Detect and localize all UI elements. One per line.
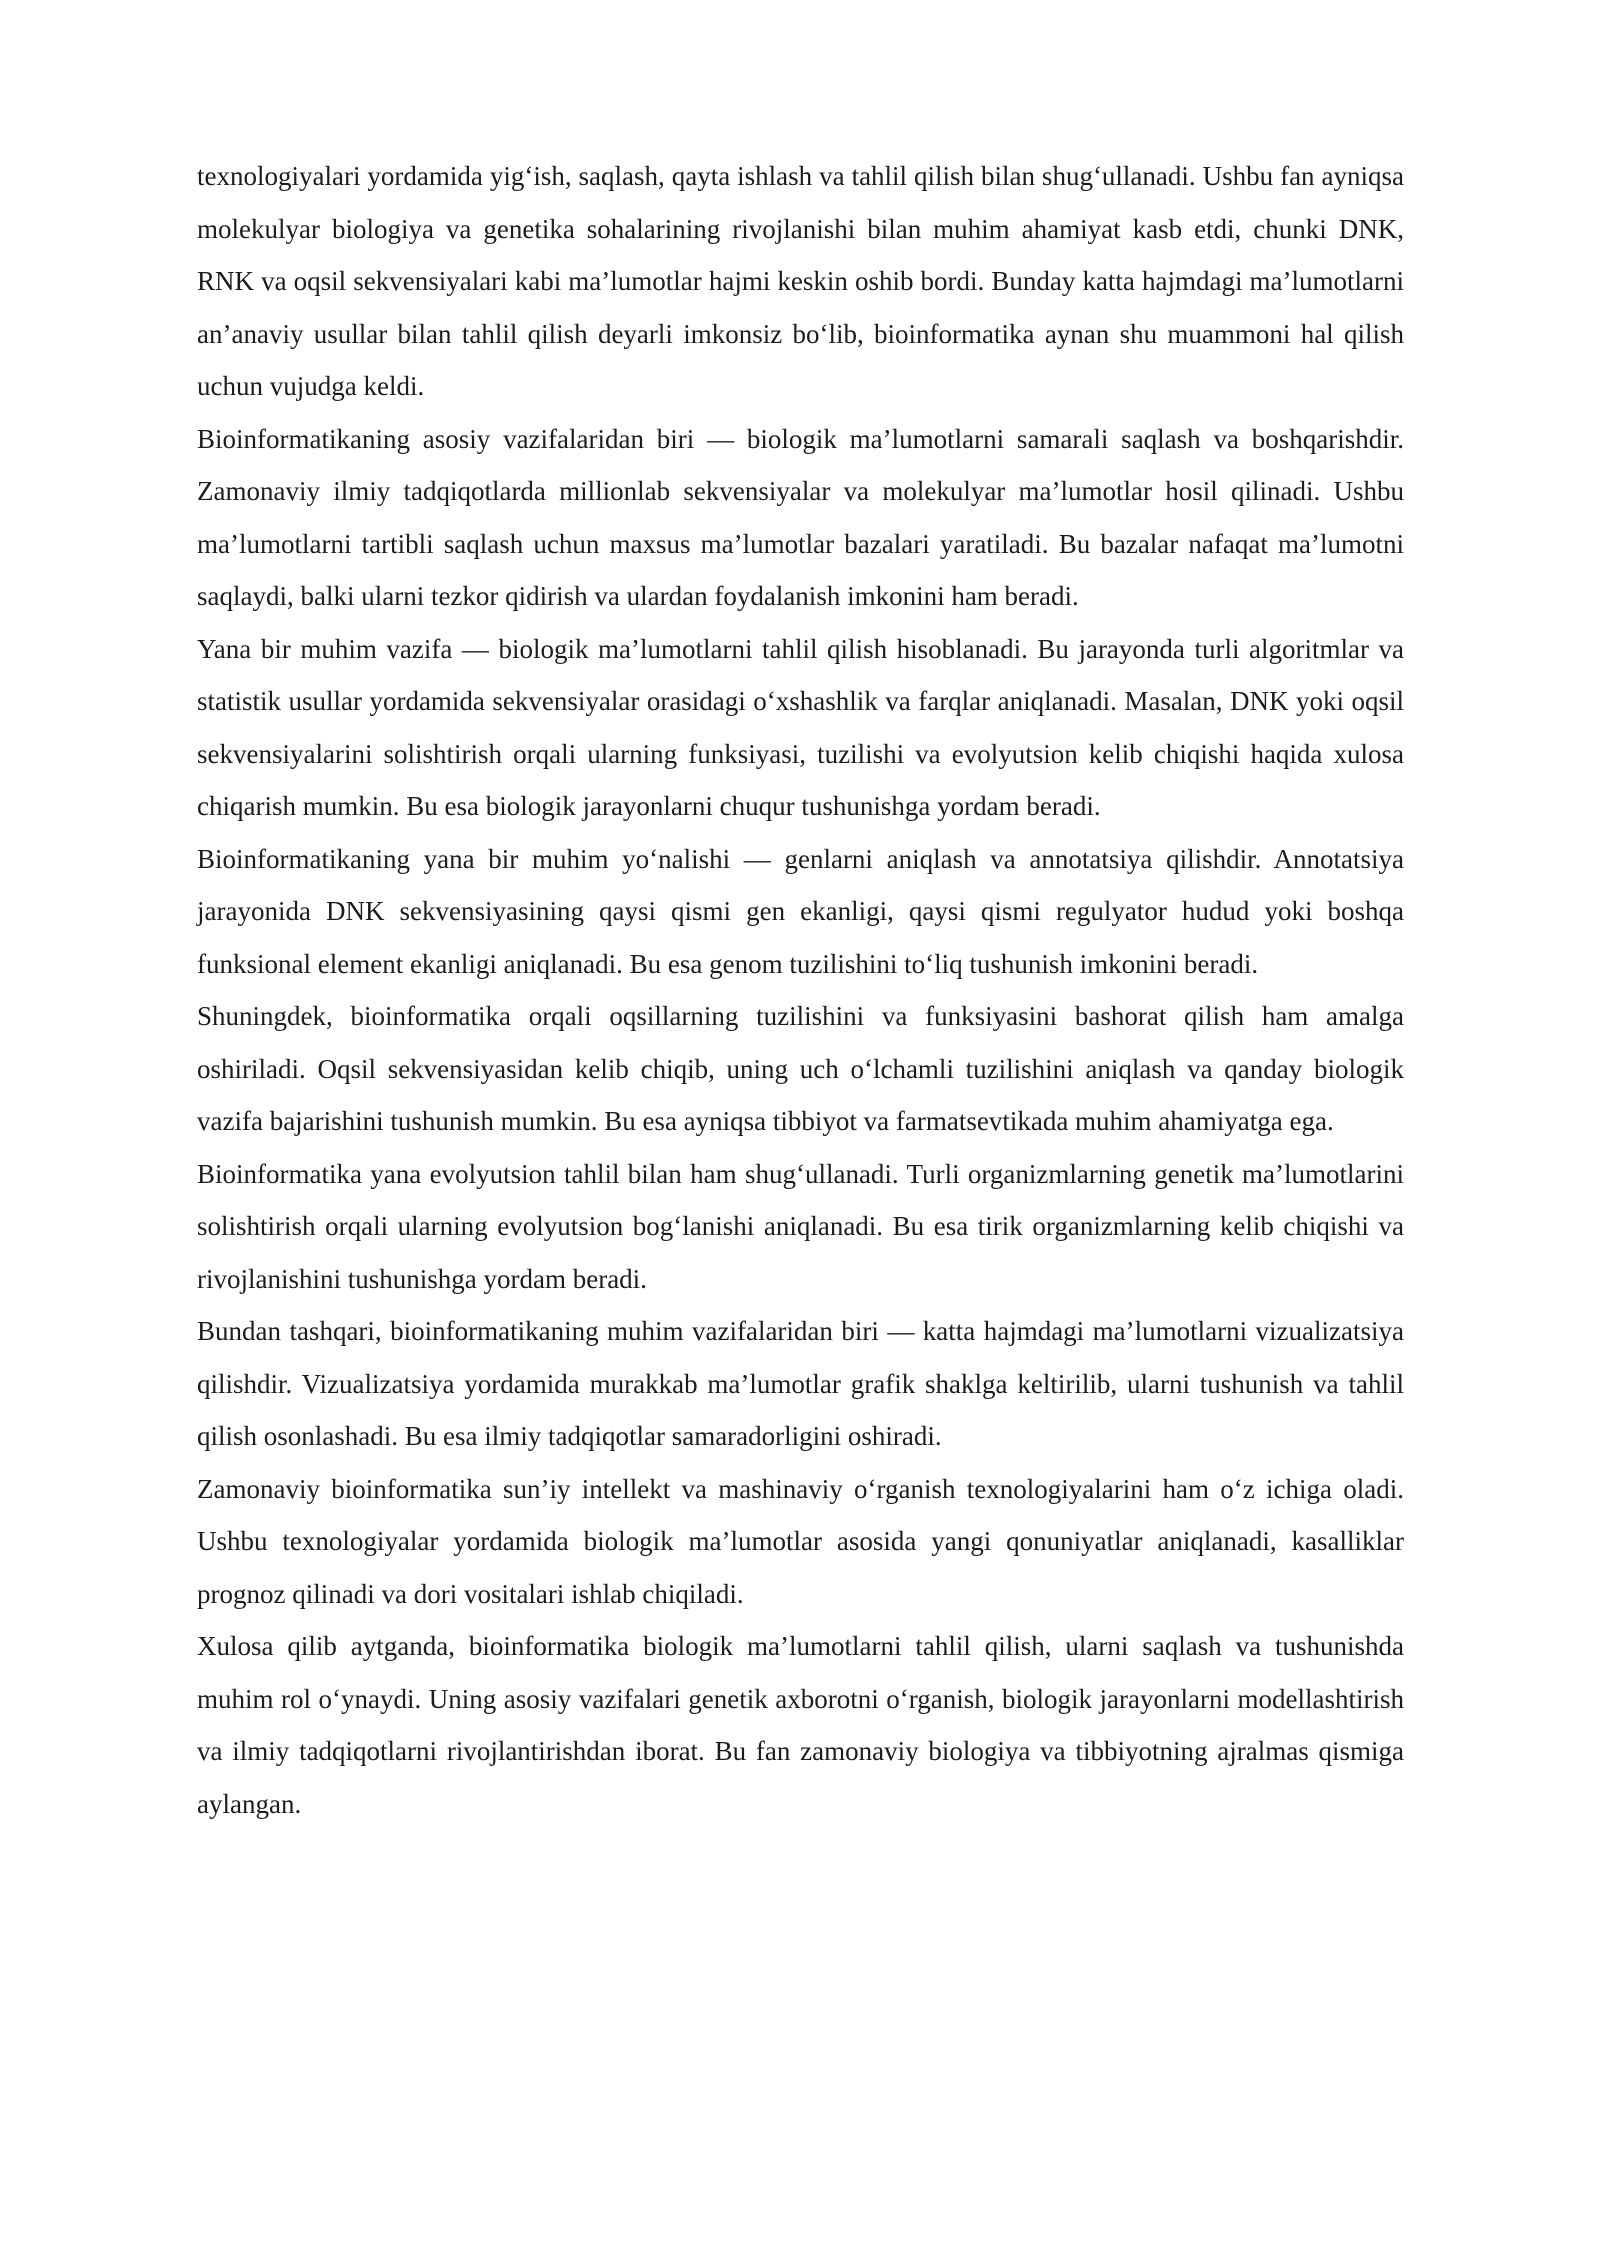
paragraph-conclusion: Xulosa qilib aytganda, bioinformatika biologik ma’lumotlarni tahlil qilish, ularni saqlash va tushunishda muhim rol o‘ynaydi. Uning asosiy vazifalari genetik axborotni o‘rganish, biologik jarayonlarni modellashtirish va ilmiy tadqiqotlarni rivojlantirishdan iborat. Bu fan zamonaviy biologiya va tibbiyotning ajralmas qismiga aylangan. bbox=[197, 1631, 1404, 1819]
paragraph-intro-continuation: texnologiyalari yordamida yig‘ish, saqlash, qayta ishlash va tahlil qilish bilan shug‘ullanadi. Ushbu fan ayniqsa molekulyar biologiya va genetika sohalarining rivojlanishi bilan muhim ahamiyat kasb etdi, chunki DNK, RNK va oqsil sekvensiyalari kabi ma’lumotlar hajmi keskin oshib bordi. Bunday katta hajmdagi ma’lumotlarni an’anaviy usullar bilan tahlil qilish deyarli imkonsiz bo‘lib, bioinformatika aynan shu muammoni hal qilish uchun vujudga keldi. bbox=[197, 161, 1404, 401]
document-body bbox=[197, 150, 1404, 1830]
paragraph-data-storage: Bioinformatikaning asosiy vazifalaridan biri — biologik ma’lumotlarni samarali saqlash va boshqarishdir. Zamonaviy ilmiy tadqiqotlarda millionlab sekvensiyalar va molekulyar ma’lumotlar hosil qilinadi. Ushbu ma’lumotlarni tartibli saqlash uchun maxsus ma’lumotlar bazalari yaratiladi. Bu bazalar nafaqat ma’lumotni saqlaydi, balki ularni tezkor qidirish va ulardan foydalanish imkonini ham beradi. bbox=[197, 423, 1404, 611]
paragraph-protein-structure: Shuningdek, bioinformatika orqali oqsillarning tuzilishini va funksiyasini bashorat qilish ham amalga oshiriladi. Oqsil sekvensiyasidan kelib chiqib, uning uch o‘lchamli tuzilishini aniqlash va qanday biologik vazifa bajarishini tushunish mumkin. Bu esa ayniqsa tibbiyot va farmatsevtikada muhim ahamiyatga ega. bbox=[197, 1001, 1404, 1136]
paragraph-data-analysis: Yana bir muhim vazifa — biologik ma’lumotlarni tahlil qilish hisoblanadi. Bu jarayonda turli algoritmlar va statistik usullar yordamida sekvensiyalar orasidagi o‘xshashlik va farqlar aniqlanadi. Masalan, DNK yoki oqsil sekvensiyalarini solishtirish orqali ularning funksiyasi, tuzilishi va evolyutsion kelib chiqishi haqida xulosa chiqarish mumkin. Bu esa biologik jarayonlarni chuqur tushunishga yordam beradi. bbox=[197, 633, 1404, 821]
paragraph-gene-annotation: Bioinformatikaning yana bir muhim yo‘nalishi — genlarni aniqlash va annotatsiya qilishdir. Annotatsiya jarayonida DNK sekvensiyasining qaysi qismi gen ekanligi, qaysi qismi regulyator hudud yoki boshqa funksional element ekanligi aniqlanadi. Bu esa genom tuzilishini to‘liq tushunish imkonini beradi. bbox=[197, 843, 1404, 979]
paragraph-ai-ml: Zamonaviy bioinformatika sun’iy intellekt va mashinaviy o‘rganish texnologiyalarini ham o‘z ichiga oladi. Ushbu texnologiyalar yordamida biologik ma’lumotlar asosida yangi qonuniyatlar aniqlanadi, kasalliklar prognoz qilinadi va dori vositalari ishlab chiqiladi. bbox=[197, 1473, 1404, 1609]
paragraph-visualization: Bundan tashqari, bioinformatikaning muhim vazifalaridan biri — katta hajmdagi ma’lumotlarni vizualizatsiya qilishdir. Vizualizatsiya yordamida murakkab ma’lumotlar grafik shaklga keltirilib, ularni tushunish va tahlil qilish osonlashadi. Bu esa ilmiy tadqiqotlar samaradorligini oshiradi. bbox=[197, 1316, 1404, 1451]
paragraph-evolutionary-analysis: Bioinformatika yana evolyutsion tahlil bilan ham shug‘ullanadi. Turli organizmlarning genetik ma’lumotlarini solishtirish orqali ularning evolyutsion bog‘lanishi aniqlanadi. Bu esa tirik organizmlarning kelib chiqishi va rivojlanishini tushunishga yordam beradi. bbox=[197, 1158, 1404, 1294]
